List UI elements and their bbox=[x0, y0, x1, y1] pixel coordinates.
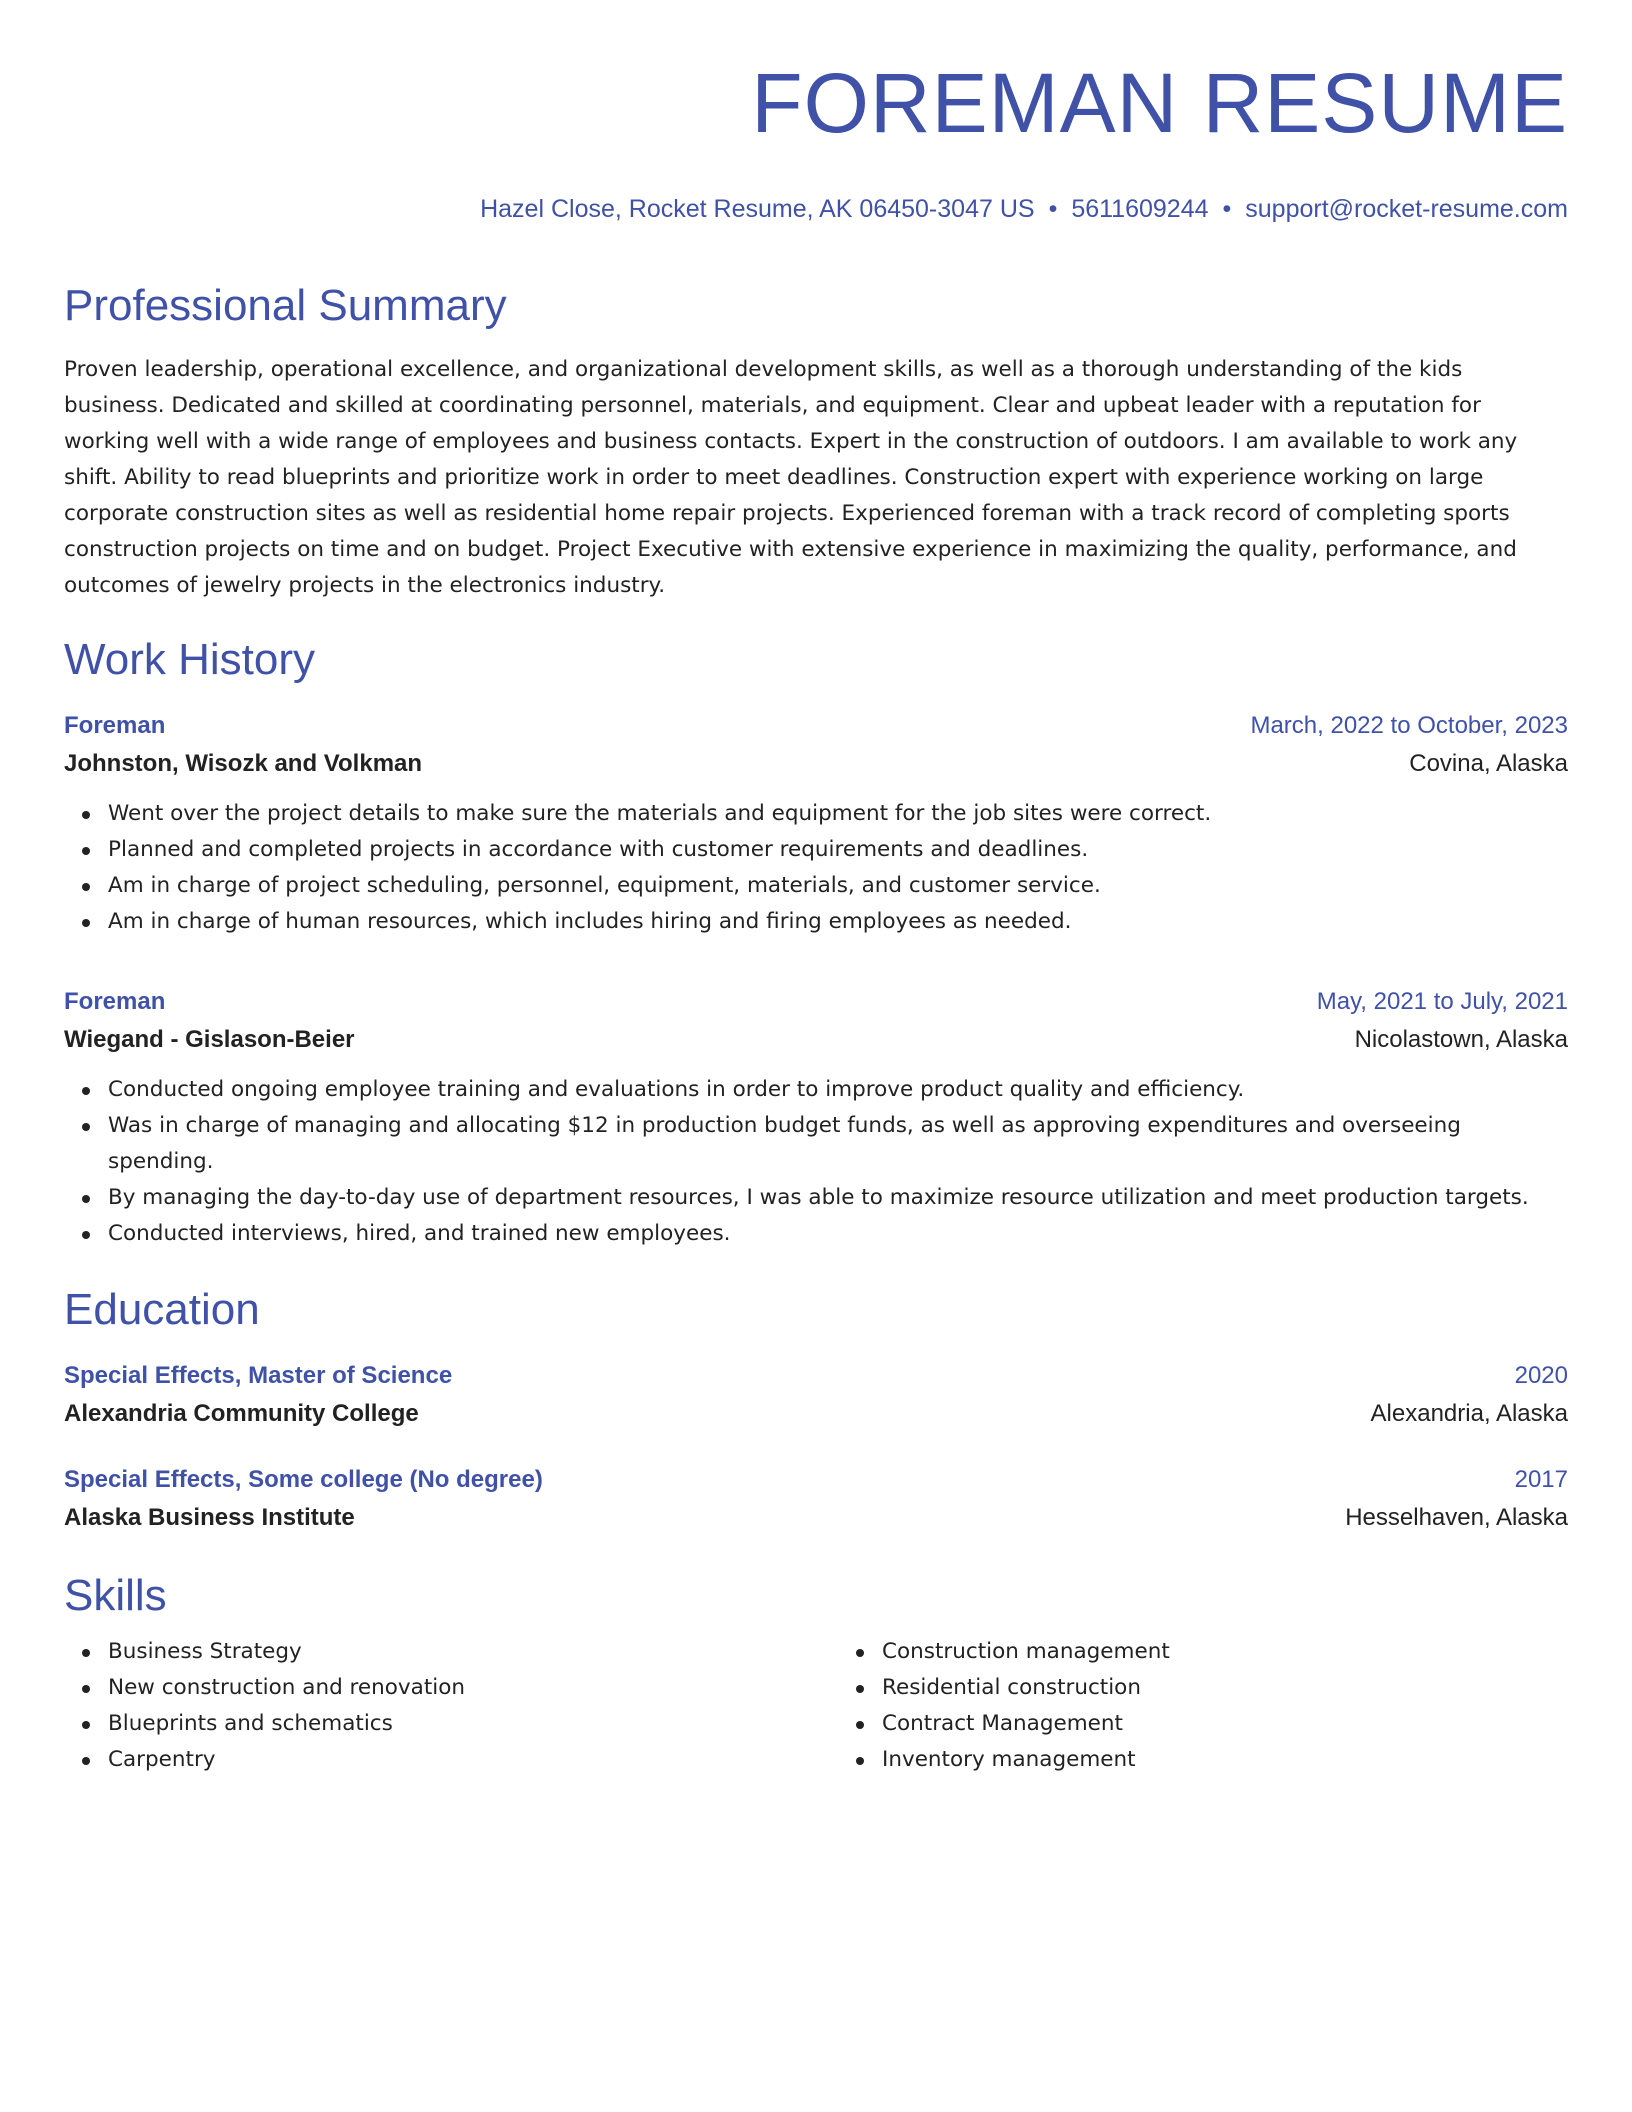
job-header-row bbox=[64, 708, 1568, 744]
skill-item: Contract Management bbox=[882, 1706, 1568, 1742]
skill-item: Blueprints and schematics bbox=[108, 1706, 794, 1742]
education-header-row bbox=[64, 1462, 1568, 1498]
job-bullets bbox=[64, 1072, 1568, 1252]
education-school: Alaska Business Institute bbox=[64, 1504, 355, 1531]
education-school-row bbox=[64, 1498, 1568, 1538]
education-year: 2020 bbox=[1514, 1362, 1568, 1389]
resume-page bbox=[64, 0, 1568, 1778]
skill-item: New construction and renovation bbox=[108, 1670, 794, 1706]
education-location: Alexandria, Alaska bbox=[1370, 1400, 1568, 1427]
skills-heading: Skills bbox=[64, 1571, 167, 1620]
education-degree: Special Effects, Some college (No degree) bbox=[64, 1466, 543, 1493]
job-bullet: By managing the day-to-day use of department resources, I was able to maximize resource utilization and meet production targets. bbox=[108, 1180, 1568, 1216]
job-company: Johnston, Wisozk and Volkman bbox=[64, 750, 423, 777]
contact-separator: • bbox=[1048, 195, 1058, 223]
job-company-row bbox=[64, 1020, 1568, 1060]
job-bullet: Conducted ongoing employee training and evaluations in order to improve product quality and efficiency. bbox=[108, 1072, 1568, 1108]
summary-heading: Professional Summary bbox=[64, 281, 507, 330]
job-dates: March, 2022 to October, 2023 bbox=[1250, 712, 1568, 739]
contact-address: Hazel Close, Rocket Resume, AK 06450-3047 US bbox=[480, 195, 1035, 223]
skill-item: Construction management bbox=[882, 1634, 1568, 1670]
skill-item: Residential construction bbox=[882, 1670, 1568, 1706]
job-role: Foreman bbox=[64, 988, 166, 1015]
education-header-row bbox=[64, 1358, 1568, 1394]
job-header-row bbox=[64, 984, 1568, 1020]
summary-text: Proven leadership, operational excellence, and organizational development skills, as well as a thorough understanding of the kids business. Dedicated and skilled at coordinating personnel, materials, and equipment. Clear and upbeat leader with a reputation for working well with a wide range of employees and business contacts. Expert in the construction of outdoors. I am available to work any shift. Ability to read blueprints and prioritize work in order to meet deadlines. Construction expert with experience working on large corporate construction sites as well as residential home repair projects. Experienced foreman with a track record of completing sports construction projects on time and on budget. Project Executive with extensive experience in maximizing the quality, performance, and outcomes of jewelry projects in the electronics industry. bbox=[64, 357, 1518, 598]
job-location: Nicolastown, Alaska bbox=[1354, 1026, 1568, 1053]
job-dates: May, 2021 to July, 2021 bbox=[1316, 988, 1568, 1015]
job-bullet: Was in charge of managing and allocating $12 in production budget funds, as well as approving expenditures and overseeing spending. bbox=[108, 1108, 1568, 1180]
job-bullet: Planned and completed projects in accordance with customer requirements and deadlines. bbox=[108, 832, 1568, 868]
contact-phone: 5611609244 bbox=[1071, 195, 1209, 223]
job-location: Covina, Alaska bbox=[1409, 750, 1568, 777]
skill-item: Business Strategy bbox=[108, 1634, 794, 1670]
job-bullet: Went over the project details to make sure the materials and equipment for the job sites were correct. bbox=[108, 796, 1568, 832]
education-school: Alexandria Community College bbox=[64, 1400, 419, 1427]
education-school-row bbox=[64, 1394, 1568, 1434]
education-location: Hesselhaven, Alaska bbox=[1345, 1504, 1568, 1531]
education-degree: Special Effects, Master of Science bbox=[64, 1362, 453, 1389]
job-bullet: Conducted interviews, hired, and trained new employees. bbox=[108, 1216, 1568, 1252]
job-bullets bbox=[64, 796, 1568, 940]
job-role: Foreman bbox=[64, 712, 166, 739]
skills-column-left bbox=[64, 1634, 794, 1778]
contact-email: support@rocket-resume.com bbox=[1245, 195, 1568, 223]
job-entry bbox=[64, 984, 1568, 1252]
skill-item: Carpentry bbox=[108, 1742, 794, 1778]
skills-list bbox=[64, 1634, 1568, 1778]
contact-separator: • bbox=[1222, 195, 1232, 223]
skill-item: Inventory management bbox=[882, 1742, 1568, 1778]
contact-line bbox=[64, 192, 1568, 226]
job-company-row bbox=[64, 744, 1568, 784]
work-history-heading: Work History bbox=[64, 635, 315, 684]
job-bullet: Am in charge of human resources, which includes hiring and firing employees as needed. bbox=[108, 904, 1568, 940]
job-entry bbox=[64, 708, 1568, 940]
job-bullet: Am in charge of project scheduling, personnel, equipment, materials, and customer service. bbox=[108, 868, 1568, 904]
education-heading: Education bbox=[64, 1285, 260, 1334]
education-year: 2017 bbox=[1514, 1466, 1568, 1493]
job-company: Wiegand - Gislason-Beier bbox=[64, 1026, 355, 1053]
education-entry bbox=[64, 1358, 1568, 1434]
resume-name: FOREMAN RESUME bbox=[751, 56, 1568, 150]
education-entry bbox=[64, 1462, 1568, 1538]
skills-column-right bbox=[794, 1634, 1568, 1778]
